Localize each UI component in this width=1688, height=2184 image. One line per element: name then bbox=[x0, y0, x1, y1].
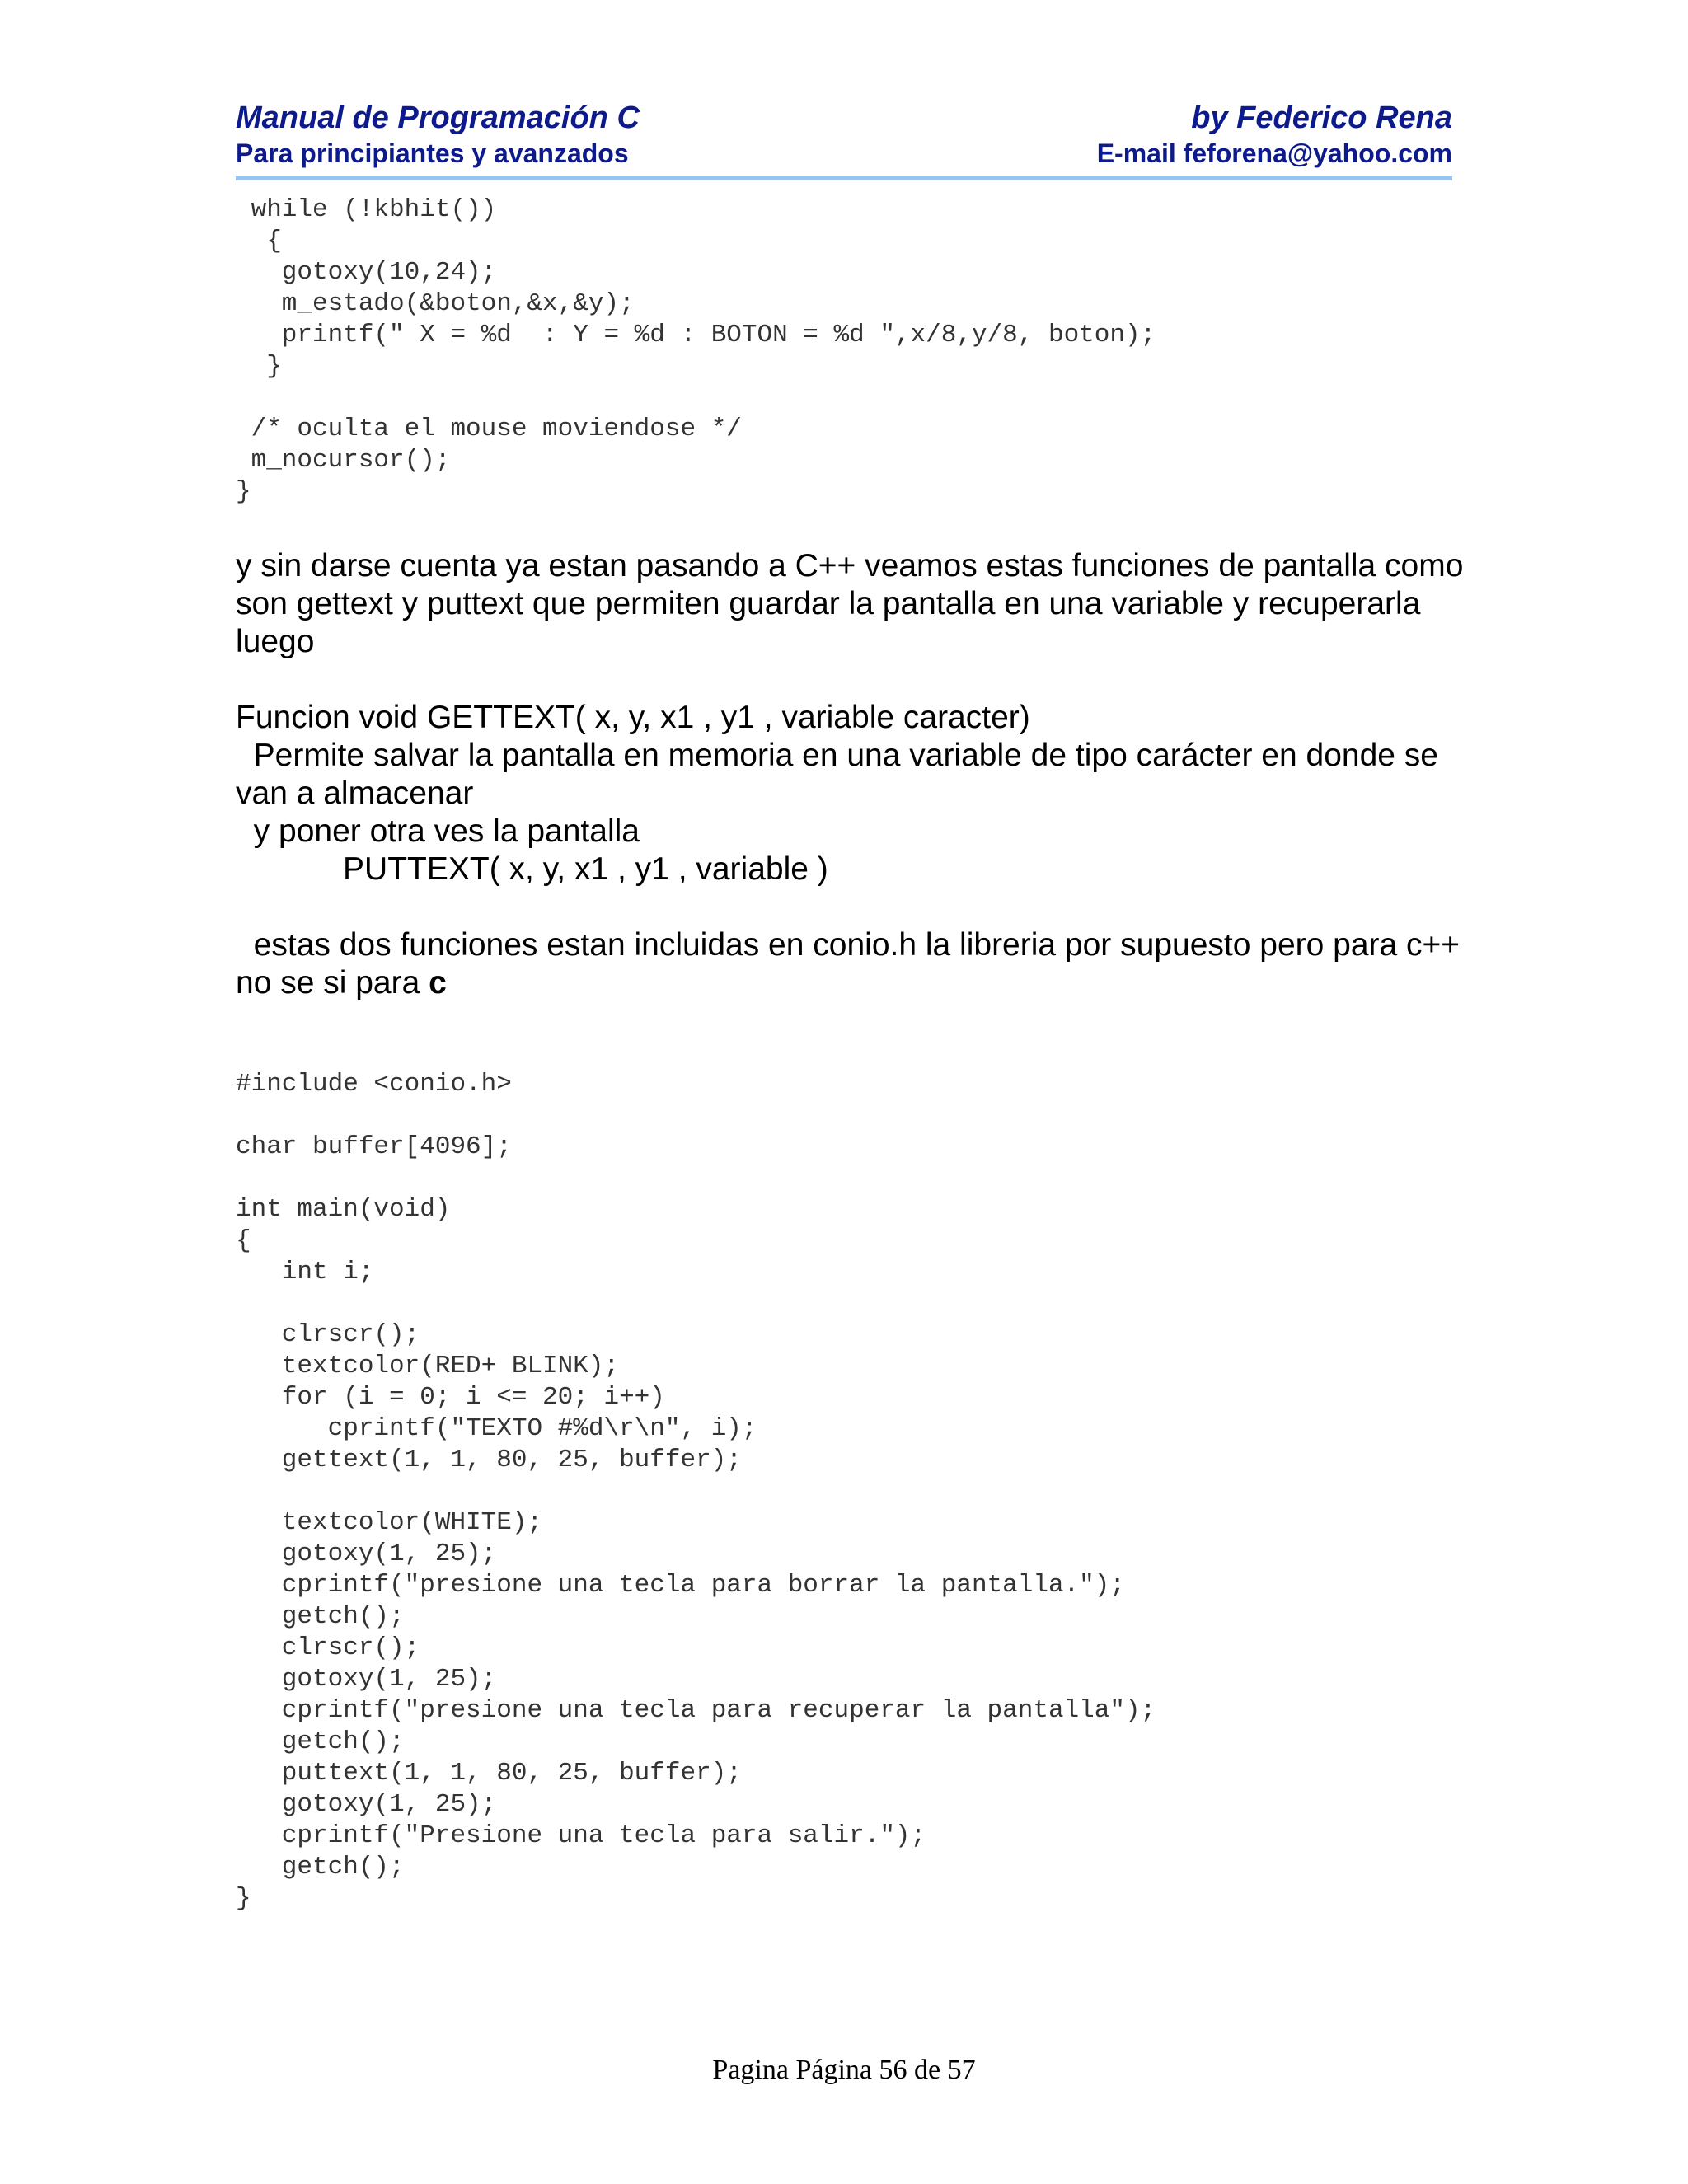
code-block-gettext-example: #include <conio.h> char buffer[4096]; int main(void) { int i; clrscr(); textcolor(RED+ BLINK); for (i = 0; i <= 20; i++) cprintf("TEXTO #%d\r\n", i); gettext(1, 1, 80, 25, buffer); textcolor(WHITE); gotoxy(1, 25); cprintf("presione una tecla para borrar la pantalla."); getch(); clrscr(); gotoxy(1, 25); cprintf("presione una tecla para recuperar la pantalla"); getch(); puttext(1, 1, 80, 25, buffer); gotoxy(1, 25); cprintf("Presione una tecla para salir."); getch(); } bbox=[236, 1070, 1156, 1913]
paragraph-gettext bbox=[236, 699, 1464, 888]
page-header bbox=[236, 97, 1452, 180]
puttext-signature: PUTTEXT( x, y, x1 , y1 , variable ) bbox=[236, 851, 828, 887]
paragraph-conio-body: estas dos funciones estan incluidas en conio.h la libreria por supuesto pero para c++ no se si para bbox=[236, 927, 1469, 1001]
header-divider bbox=[236, 176, 1452, 180]
page-footer: Pagina Página 56 de 57 bbox=[712, 2055, 976, 2085]
puttext-intro: y poner otra ves la pantalla bbox=[236, 813, 640, 849]
gettext-signature: Funcion void GETTEXT( x, y, x1 , y1 , variable caracter) bbox=[236, 700, 1030, 735]
paragraph-conio bbox=[236, 926, 1469, 1002]
document-subtitle: Para principiantes y avanzados bbox=[236, 138, 629, 168]
author-email: E-mail feforena@yahoo.com bbox=[1096, 138, 1452, 168]
paragraph-conio-text bbox=[236, 926, 1469, 1002]
paragraph-conio-bold: c bbox=[429, 965, 447, 1001]
document-title: Manual de Programación C bbox=[236, 101, 640, 135]
document-author: by Federico Rena bbox=[1191, 101, 1452, 135]
paragraph-intro-text: y sin darse cuenta ya estan pasando a C++ veamos estas funciones de pantalla como son gettext y puttext que permiten guardar la pantalla en una variable y recuperarla luego bbox=[236, 548, 1473, 659]
code-block-mouse-loop: while (!kbhit()) { gotoxy(10,24); m_estado(&boton,&x,&y); printf(" X = %d : Y = %d : BOTON = %d ",x/8,y/8, boton); } /* oculta el mouse moviendose */ m_nocursor(); } bbox=[236, 195, 1156, 506]
gettext-description: Permite salvar la pantalla en memoria en una variable de tipo carácter en donde se van a almacenar bbox=[236, 738, 1447, 811]
paragraph-intro bbox=[236, 547, 1473, 661]
